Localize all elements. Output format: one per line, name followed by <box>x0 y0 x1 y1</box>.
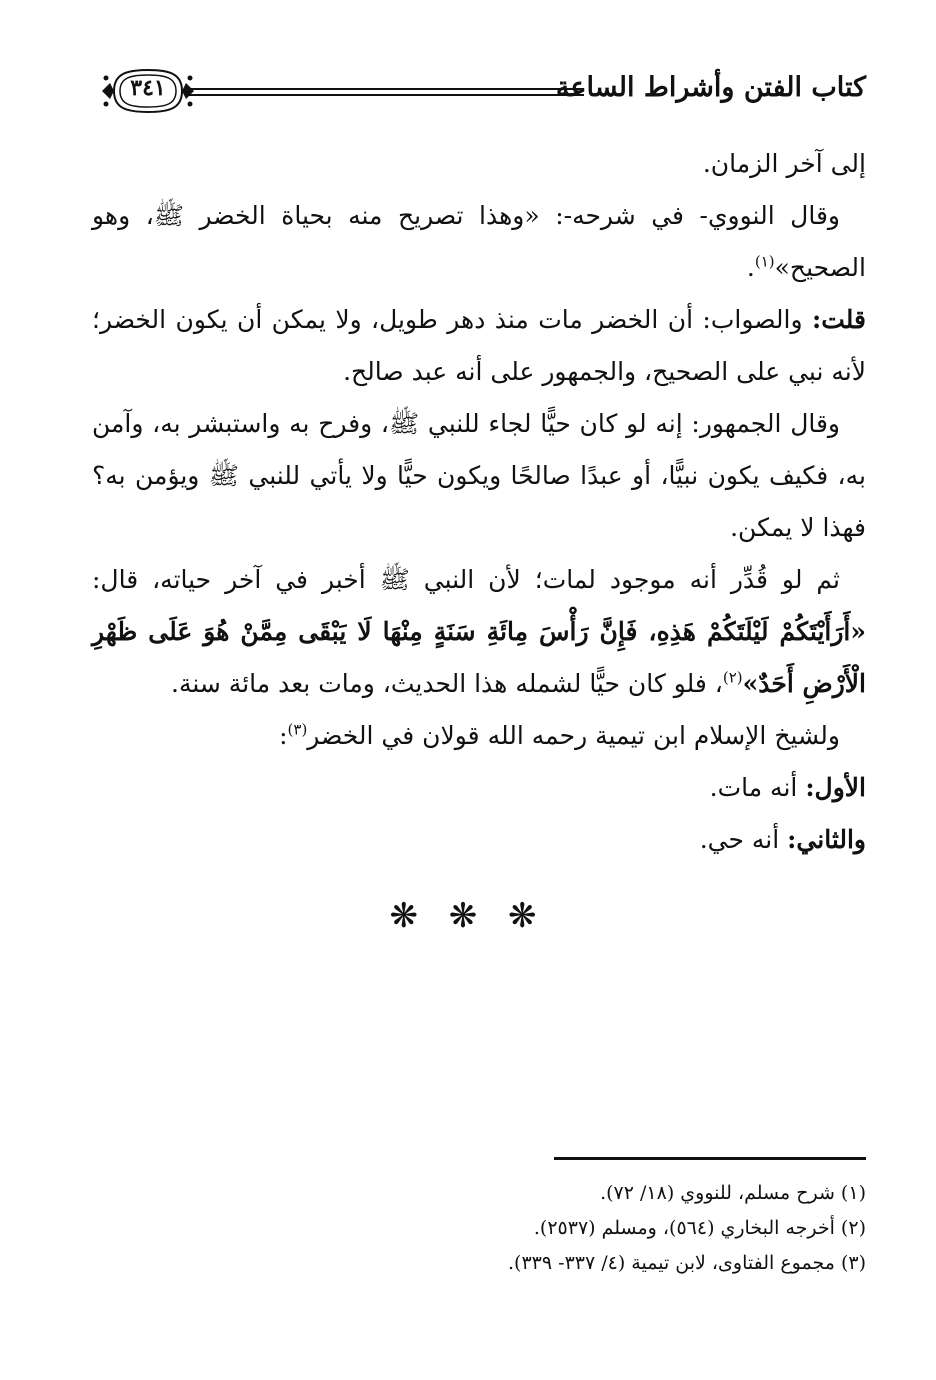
paragraph-4-text: وقال الجمهور: إنه لو كان حيًّا لجاء للنبي ﷺ، وفرح به واستبشر به، وآمن به، فكيف يكون نبيًّا، أو عبدًا صالحًا ويكون حيًّا ولا يأتي للنبي ﷺ ويؤمن به؟ فهذا لا يمكن. <box>92 409 866 542</box>
page-header <box>92 60 866 120</box>
paragraph-5 <box>92 554 866 710</box>
footnote-ref-2[interactable]: (٢) <box>722 668 743 687</box>
first-opinion-label: الأول: <box>805 773 866 802</box>
paragraph-5-intro: ثم لو قُدِّر أنه موجود لمات؛ لأن النبي ﷺ أخبر في آخر حياته، قال: <box>92 565 840 594</box>
paragraph-6 <box>92 710 866 762</box>
paragraph-6-end: : <box>279 721 288 750</box>
section-separator-stars: ❋ ❋ ❋ <box>389 896 547 936</box>
paragraph-4 <box>92 398 866 554</box>
paragraph-2 <box>92 190 866 294</box>
paragraph-3 <box>92 294 866 398</box>
second-opinion-label: والثاني: <box>787 825 866 854</box>
footnote-3: (٣) مجموع الفتاوى، لابن تيمية (٤/ ٣٣٧- ٣٣٩). <box>508 1252 866 1274</box>
paragraph-3-text: والصواب: أن الخضر مات منذ دهر طويل، ولا يمكن أن يكون الخضر؛ لأنه نبي على الصحيح، والجمهور على أنه عبد صالح. <box>92 305 866 386</box>
page-number: ٣٤١ <box>130 75 166 101</box>
nawawi-quote: وقال النووي- في شرحه-: «وهذا تصريح منه بحياة الخضر ﷺ، وهو الصحيح» <box>92 201 866 282</box>
header-rule <box>188 88 584 96</box>
page-number-badge <box>100 66 196 116</box>
paragraph-5-rest: ، فلو كان حيًّا لشمله هذا الحديث، ومات بعد مائة سنة. <box>171 669 723 698</box>
body-text <box>92 138 866 866</box>
paragraph-7 <box>92 762 866 814</box>
paragraph-2-end: . <box>746 253 755 282</box>
footnote-ref-3[interactable]: (٣) <box>287 720 308 739</box>
paragraph-1 <box>92 138 866 190</box>
second-opinion-text: أنه حي. <box>699 825 788 854</box>
qultu-label: قلت: <box>811 305 866 334</box>
paragraph-8 <box>92 814 866 866</box>
footnote-1: (١) شرح مسلم، للنووي (١٨/ ٧٢). <box>600 1182 866 1204</box>
hadith-text: «أَرَأَيْتَكُمْ لَيْلَتَكُمْ هَذِهِ، فَإِنَّ رَأْسَ مِائَةِ سَنَةٍ مِنْهَا لَا يَبْقَى مِمَّنْ هُوَ عَلَى ظَهْرِ الْأَرْضِ أَحَدٌ» <box>92 617 866 698</box>
paragraph-1-text: إلى آخر الزمان. <box>702 149 866 178</box>
book-title: كتاب الفتن وأشراط الساعة <box>555 72 866 103</box>
footnote-ref-1[interactable]: (١) <box>754 252 775 271</box>
footnotes <box>92 1176 866 1281</box>
footnote-2: (٢) أخرجه البخاري (٥٦٤)، ومسلم (٢٥٣٧). <box>533 1217 866 1239</box>
footnote-rule <box>554 1157 866 1160</box>
paragraph-6-text: ولشيخ الإسلام ابن تيمية رحمه الله قولان في الخضر <box>307 721 840 750</box>
first-opinion-text: أنه مات. <box>709 773 806 802</box>
